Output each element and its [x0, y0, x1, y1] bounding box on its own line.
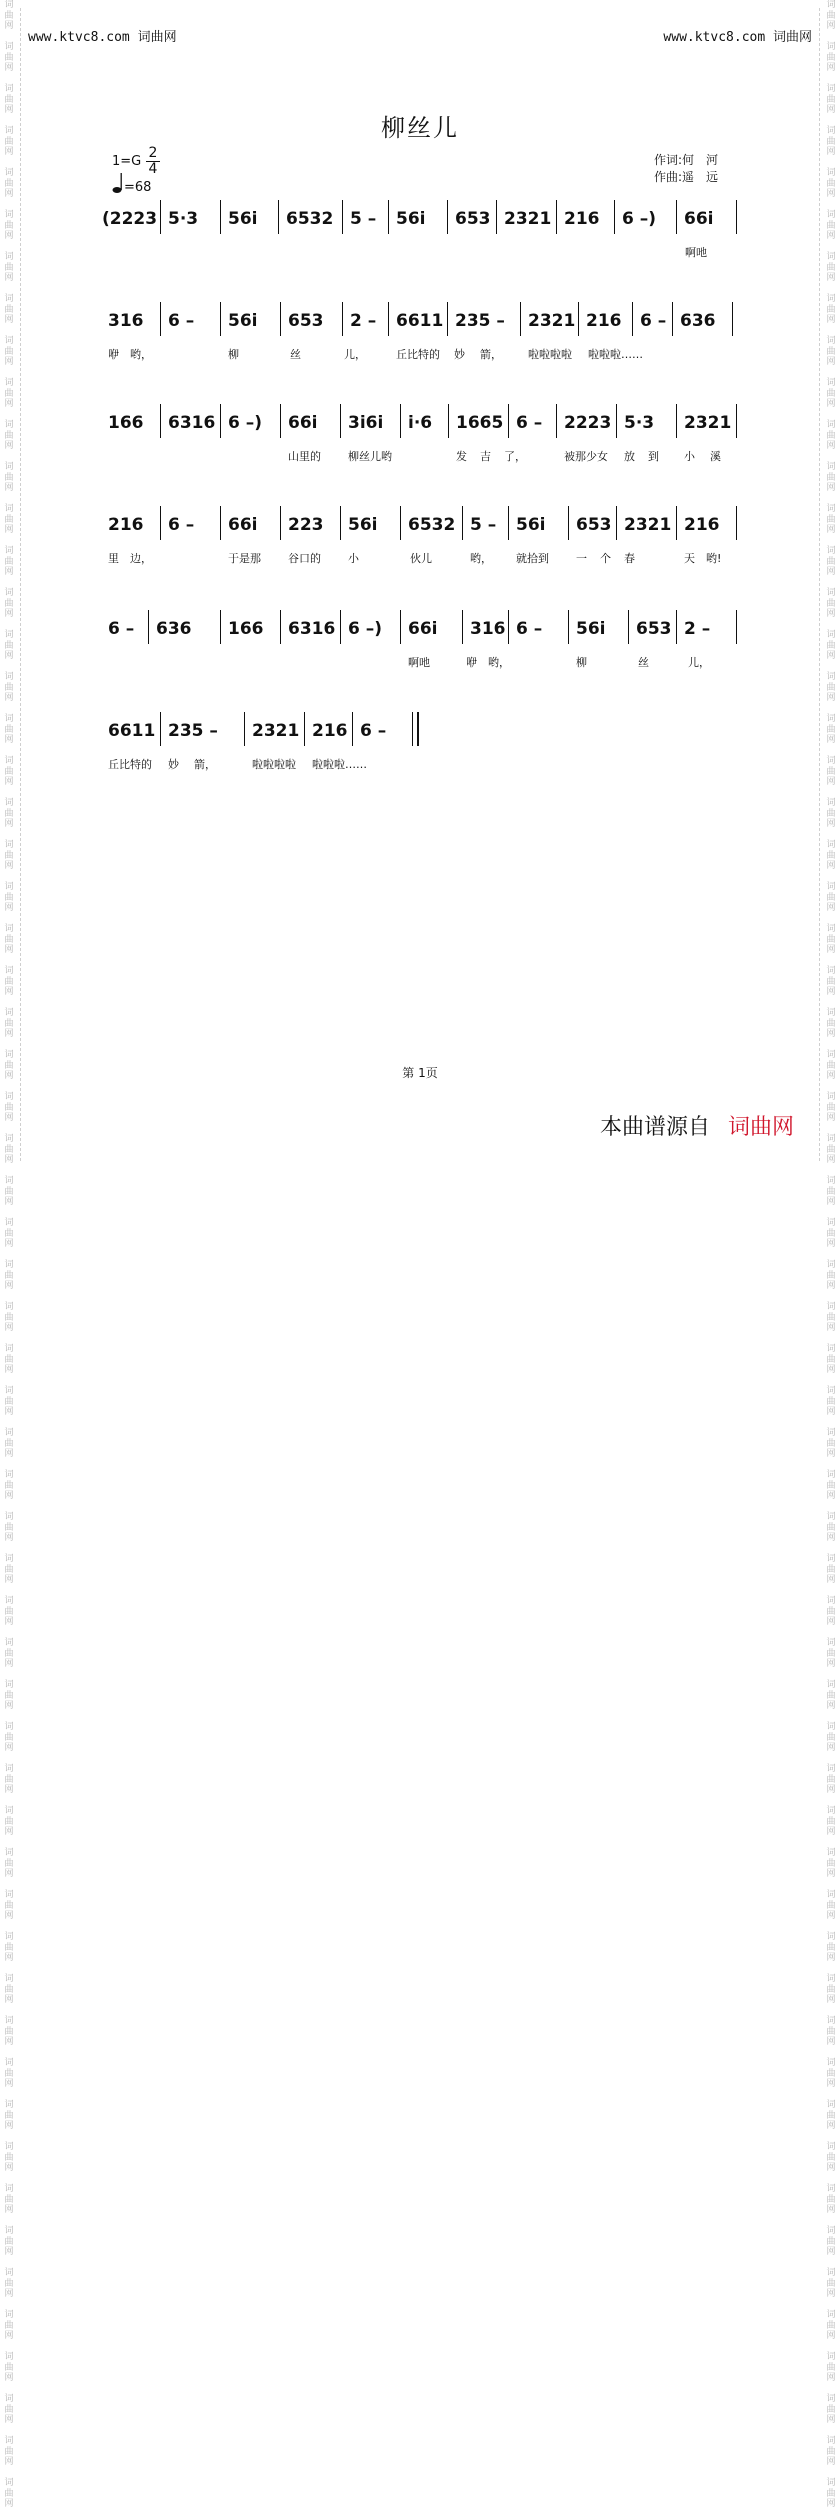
barline — [614, 200, 615, 234]
measure: 1665 — [456, 413, 504, 433]
barline — [628, 610, 629, 644]
barline — [520, 302, 521, 336]
measure: 235 – — [168, 721, 218, 741]
lyric: 啦啦啦啦 — [528, 348, 572, 361]
measure: 66i — [408, 619, 438, 639]
barline — [676, 404, 677, 438]
lyric: 丝 — [290, 348, 301, 361]
measure: 56i — [396, 209, 426, 229]
measure: 6532 — [286, 209, 334, 229]
barline — [342, 302, 343, 336]
measure: 653 — [576, 515, 612, 535]
measure: 2321 — [504, 209, 552, 229]
barline — [220, 610, 221, 644]
measure: i·6 — [408, 413, 433, 433]
lyric-line — [100, 346, 748, 362]
time-signature-bottom: 4 — [146, 161, 160, 177]
measure: 3i6i — [348, 413, 384, 433]
barline — [508, 506, 509, 540]
measure: 66i — [228, 515, 258, 535]
measure: 56i — [348, 515, 378, 535]
song-title: 柳丝儿 — [381, 114, 459, 142]
lyric: 箭， — [480, 348, 502, 361]
lyric: 被那少女 — [564, 450, 608, 463]
lyric: 个 — [600, 552, 611, 565]
lyric: 吉 — [480, 450, 491, 463]
barline — [736, 506, 737, 540]
lyric: 啊吔 — [685, 246, 707, 259]
lyric: 溪 — [710, 450, 721, 463]
measure: 5·3 — [624, 413, 655, 433]
barline — [508, 404, 509, 438]
lyric: 放 — [624, 450, 635, 463]
side-watermark-right: 词曲网 词曲网 词曲网 词曲网 词曲网 词曲网 词曲网 词曲网 词曲网 词曲网 词曲网 词曲网 词曲网 词曲网 词曲网 词曲网 词曲网 词曲网 词曲网 词曲网 词曲网 词曲网 词曲网 词曲网 词曲网 词曲网 词曲网 词曲网 词曲网 词曲网 词曲网 词曲网 词曲网 词曲网 词曲网 词曲网 词曲网 词曲网 词曲网 词曲网 词曲网 词曲网 词曲网 词曲网 词曲网 词曲网 词曲网 词曲网 词曲网 词曲网 词曲网 词曲网 词曲网 词曲网 词曲网 词曲网 词曲网 词曲网 词曲网 词曲网 — [826, 0, 836, 2509]
barline — [616, 404, 617, 438]
lyric: 啦啦啦…… — [588, 348, 643, 361]
measure: 166 — [108, 413, 144, 433]
barline — [400, 610, 401, 644]
barline — [220, 404, 221, 438]
barline — [447, 302, 448, 336]
lyric: 到 — [648, 450, 659, 463]
time-signature-top: 2 — [148, 145, 158, 161]
barline — [676, 200, 677, 234]
measure: 316 — [470, 619, 506, 639]
barline — [556, 404, 557, 438]
source-brand-link[interactable]: 词曲网 — [727, 1115, 794, 1140]
score-line — [100, 614, 748, 644]
barline — [340, 404, 341, 438]
lyric: 春 — [624, 552, 635, 565]
measure: 216 — [586, 311, 622, 331]
measure: 6 – — [108, 619, 135, 639]
lyric: 妙 — [454, 348, 465, 361]
barline — [400, 404, 401, 438]
measure: 6611 — [108, 721, 156, 741]
barline — [732, 302, 733, 336]
lyric: 丘比特的 — [108, 758, 152, 771]
measure: 66i — [288, 413, 318, 433]
barline — [736, 610, 737, 644]
barline — [342, 200, 343, 234]
measure: 2223 — [564, 413, 612, 433]
page-number: 第 1页 — [402, 1066, 438, 1080]
measure: 2 – — [350, 311, 377, 331]
lyric: 丘比特的 — [396, 348, 440, 361]
key-signature: 1=G — [112, 154, 142, 169]
lyric: 啦啦啦…… — [312, 758, 367, 771]
lyric: 小 — [348, 552, 359, 565]
measure: 6316 — [168, 413, 216, 433]
barline — [160, 302, 161, 336]
credits — [654, 152, 718, 186]
measure: 6 – — [516, 413, 543, 433]
final-barline — [412, 712, 419, 746]
barline — [148, 610, 149, 644]
barline — [220, 302, 221, 336]
side-watermark-left: 词曲网 词曲网 词曲网 词曲网 词曲网 词曲网 词曲网 词曲网 词曲网 词曲网 词曲网 词曲网 词曲网 词曲网 词曲网 词曲网 词曲网 词曲网 词曲网 词曲网 词曲网 词曲网 词曲网 词曲网 词曲网 词曲网 词曲网 词曲网 词曲网 词曲网 词曲网 词曲网 词曲网 词曲网 词曲网 词曲网 词曲网 词曲网 词曲网 词曲网 词曲网 词曲网 词曲网 词曲网 词曲网 词曲网 词曲网 词曲网 词曲网 词曲网 词曲网 词曲网 词曲网 词曲网 词曲网 词曲网 词曲网 词曲网 词曲网 词曲网 — [4, 0, 14, 2509]
lyric: 发 — [456, 450, 467, 463]
score-line — [100, 306, 748, 336]
barline — [280, 610, 281, 644]
measure: 56i — [228, 311, 258, 331]
measure: 6611 — [396, 311, 444, 331]
measure: 216 — [564, 209, 600, 229]
barline — [340, 506, 341, 540]
measure: 6 – — [640, 311, 667, 331]
measure: 653 — [636, 619, 672, 639]
barline — [676, 506, 677, 540]
barline — [616, 506, 617, 540]
lyric: 啦啦啦啦 — [252, 758, 296, 771]
score-line — [100, 408, 748, 438]
measure: 6 –) — [228, 413, 263, 433]
lyric: 于是那 — [228, 552, 261, 565]
barline — [388, 200, 389, 234]
barline — [736, 200, 737, 234]
measure: 216 — [108, 515, 144, 535]
barline — [278, 200, 279, 234]
source-attribution — [600, 1110, 794, 1141]
barline — [280, 302, 281, 336]
measure: 2321 — [624, 515, 672, 535]
measure: 6316 — [288, 619, 336, 639]
barline — [244, 712, 245, 746]
lyric: 了， — [504, 450, 526, 463]
measure: 56i — [576, 619, 606, 639]
header-site-left[interactable]: www.ktvc8.com 词曲网 — [28, 30, 177, 45]
barline — [496, 200, 497, 234]
barline — [280, 506, 281, 540]
measure: 66i — [684, 209, 714, 229]
barline — [220, 506, 221, 540]
barline — [632, 302, 633, 336]
barline — [400, 506, 401, 540]
barline — [447, 200, 448, 234]
barline — [578, 302, 579, 336]
lyric: 就拾到 — [516, 552, 549, 565]
lyric: 伙儿 — [410, 552, 432, 565]
lyric: 儿， — [344, 348, 366, 361]
measure: 5 – — [350, 209, 377, 229]
score-line — [100, 716, 748, 746]
lyric-line — [100, 550, 748, 566]
measure: 6 – — [360, 721, 387, 741]
lyric-line — [100, 654, 748, 670]
measure: 636 — [680, 311, 716, 331]
measure: 166 — [228, 619, 264, 639]
barline — [568, 506, 569, 540]
measure: 6 – — [516, 619, 543, 639]
measure: 235 – — [455, 311, 505, 331]
tempo: =68 — [124, 180, 152, 195]
barline — [462, 610, 463, 644]
measure: 56i — [228, 209, 258, 229]
lyric: 儿， — [688, 656, 710, 669]
measure: 56i — [516, 515, 546, 535]
header-site-right[interactable]: www.ktvc8.com 词曲网 — [663, 30, 812, 45]
lyric: 柳 — [576, 656, 587, 669]
barline — [448, 404, 449, 438]
barline — [280, 404, 281, 438]
lyric: 谷口的 — [288, 552, 321, 565]
lyric: 箭， — [194, 758, 216, 771]
barline — [388, 302, 389, 336]
barline — [160, 200, 161, 234]
measure: 2321 — [684, 413, 732, 433]
lyric: 咿 哟， — [108, 348, 152, 361]
lyric: 啊吔 — [408, 656, 430, 669]
barline — [736, 404, 737, 438]
lyric: 丝 — [638, 656, 649, 669]
measure: 6 –) — [348, 619, 383, 639]
lyric-line — [100, 244, 748, 260]
barline — [672, 302, 673, 336]
measure: 2 – — [684, 619, 711, 639]
time-signature — [146, 146, 160, 177]
measure: 2321 — [528, 311, 576, 331]
measure: 6532 — [408, 515, 456, 535]
lyric: 山里的 — [288, 450, 321, 463]
lyric: 妙 — [168, 758, 179, 771]
barline — [462, 506, 463, 540]
measure: 6 –) — [622, 209, 657, 229]
measure: 2321 — [252, 721, 300, 741]
lyric: 柳丝儿哟 — [348, 450, 392, 463]
barline — [676, 610, 677, 644]
measure: 6 – — [168, 311, 195, 331]
measure: 636 — [156, 619, 192, 639]
lyric: 咿 哟， — [466, 656, 510, 669]
lyric: 里 边， — [108, 552, 152, 565]
barline — [304, 712, 305, 746]
lyric-line — [100, 448, 748, 464]
composer: 作曲:遥 远 — [654, 170, 719, 184]
measure: 653 — [455, 209, 491, 229]
barline — [160, 712, 161, 746]
barline — [508, 610, 509, 644]
measure: 216 — [312, 721, 348, 741]
lyric: 小 — [684, 450, 695, 463]
measure: (2223 — [102, 209, 158, 229]
lyric-line — [100, 756, 748, 772]
barline — [160, 506, 161, 540]
source-text: 本曲谱源自 — [599, 1115, 710, 1140]
barline — [352, 712, 353, 746]
barline — [568, 610, 569, 644]
barline — [160, 404, 161, 438]
lyricist: 作词:何 河 — [654, 153, 719, 167]
barline — [556, 200, 557, 234]
measure: 216 — [684, 515, 720, 535]
lyric: 哟， — [470, 552, 492, 565]
lyric: 哟! — [706, 552, 722, 565]
lyric: 柳 — [228, 348, 239, 361]
measure: 223 — [288, 515, 324, 535]
measure: 316 — [108, 311, 144, 331]
lyric: 天 — [684, 552, 695, 565]
score-line — [100, 510, 748, 540]
barline — [340, 610, 341, 644]
measure: 5 – — [470, 515, 497, 535]
lyric: 一 — [576, 552, 587, 565]
measure: 5·3 — [168, 209, 199, 229]
barline — [220, 200, 221, 234]
measure: 653 — [288, 311, 324, 331]
score-line — [100, 204, 748, 234]
measure: 6 – — [168, 515, 195, 535]
